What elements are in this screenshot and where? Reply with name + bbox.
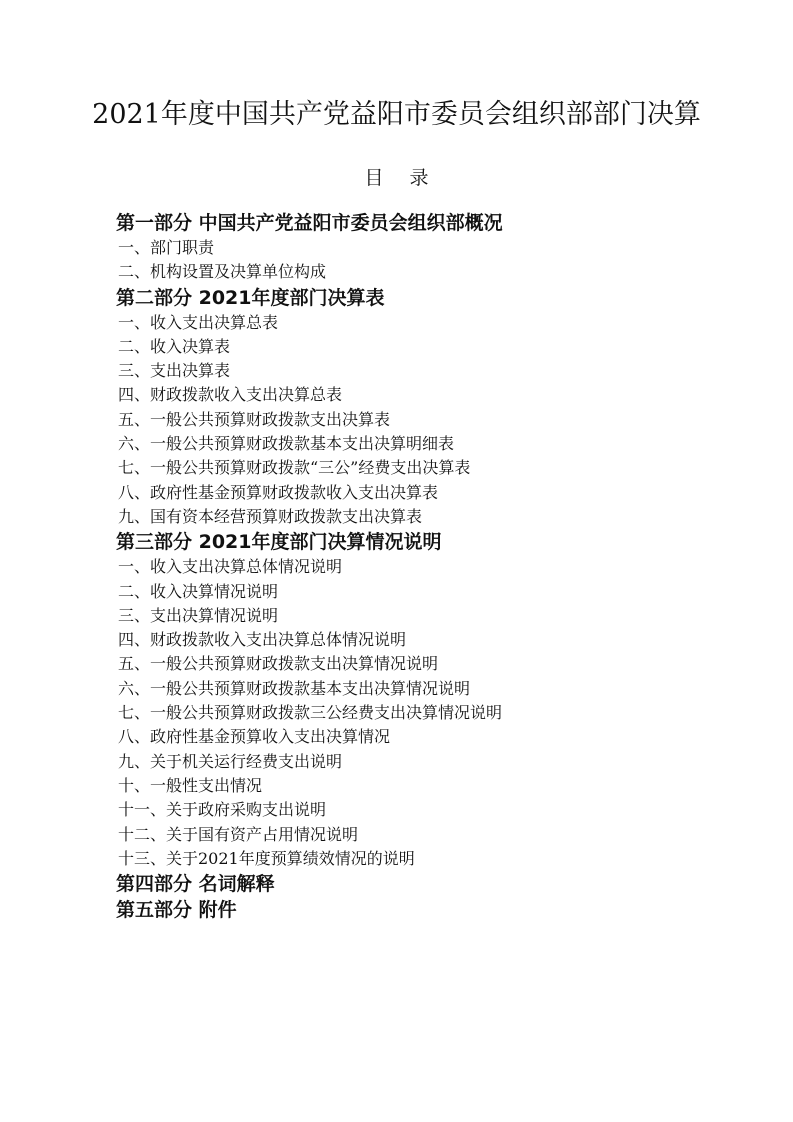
toc-item[interactable]: 一、收入支出决算总体情况说明 [118,557,343,577]
toc-item[interactable]: 十一、关于政府采购支出说明 [118,800,327,820]
table-of-contents [116,210,756,923]
toc-item[interactable]: 六、一般公共预算财政拨款基本支出决算明细表 [118,434,455,454]
toc-heading: 目 录 [364,167,439,189]
toc-item[interactable]: 八、政府性基金预算收入支出决算情况 [118,727,391,747]
toc-item[interactable]: 二、机构设置及决算单位构成 [118,262,327,282]
toc-item[interactable]: 七、一般公共预算财政拨款三公经费支出决算情况说明 [118,703,503,723]
toc-item[interactable]: 一、部门职责 [118,238,215,257]
toc-item[interactable]: 二、收入决算表 [118,336,231,356]
toc-part-4[interactable]: 第四部分 名词解释 [116,873,275,896]
toc-item[interactable]: 四、财政拨款收入支出决算总表 [118,385,343,405]
toc-part-2[interactable]: 第二部分 2021年度部门决算表 [116,286,385,309]
toc-item[interactable]: 三、支出决算表 [118,361,231,381]
toc-item[interactable]: 六、一般公共预算财政拨款基本支出决算情况说明 [118,678,471,698]
toc-item[interactable]: 五、一般公共预算财政拨款支出决算表 [118,409,391,429]
toc-item[interactable]: 八、政府性基金预算财政拨款收入支出决算表 [118,482,439,502]
toc-item[interactable]: 七、一般公共预算财政拨款“三公”经费支出决算表 [118,458,471,478]
toc-item[interactable]: 一、收入支出决算总表 [118,312,279,332]
toc-item[interactable]: 十二、关于国有资产占用情况说明 [118,824,359,844]
toc-item[interactable]: 十、一般性支出情况 [118,775,263,795]
toc-part-1[interactable]: 第一部分 中国共产党益阳市委员会组织部概况 [116,212,503,234]
toc-item[interactable]: 四、财政拨款收入支出决算总体情况说明 [118,630,407,650]
document-title: 2021年度中国共产党益阳市委员会组织部部门决算 [92,99,701,130]
toc-item[interactable]: 十三、关于2021年度预算绩效情况的说明 [118,848,415,868]
toc-part-3[interactable]: 第三部分 2021年度部门决算情况说明 [116,531,442,554]
toc-item[interactable]: 五、一般公共预算财政拨款支出决算情况说明 [118,654,439,674]
toc-part-5[interactable]: 第五部分 附件 [116,899,237,922]
toc-item[interactable]: 九、关于机关运行经费支出说明 [118,751,343,771]
toc-item[interactable]: 三、支出决算情况说明 [118,605,279,625]
toc-item[interactable]: 二、收入决算情况说明 [118,581,279,601]
toc-item[interactable]: 九、国有资本经营预算财政拨款支出决算表 [118,506,423,526]
